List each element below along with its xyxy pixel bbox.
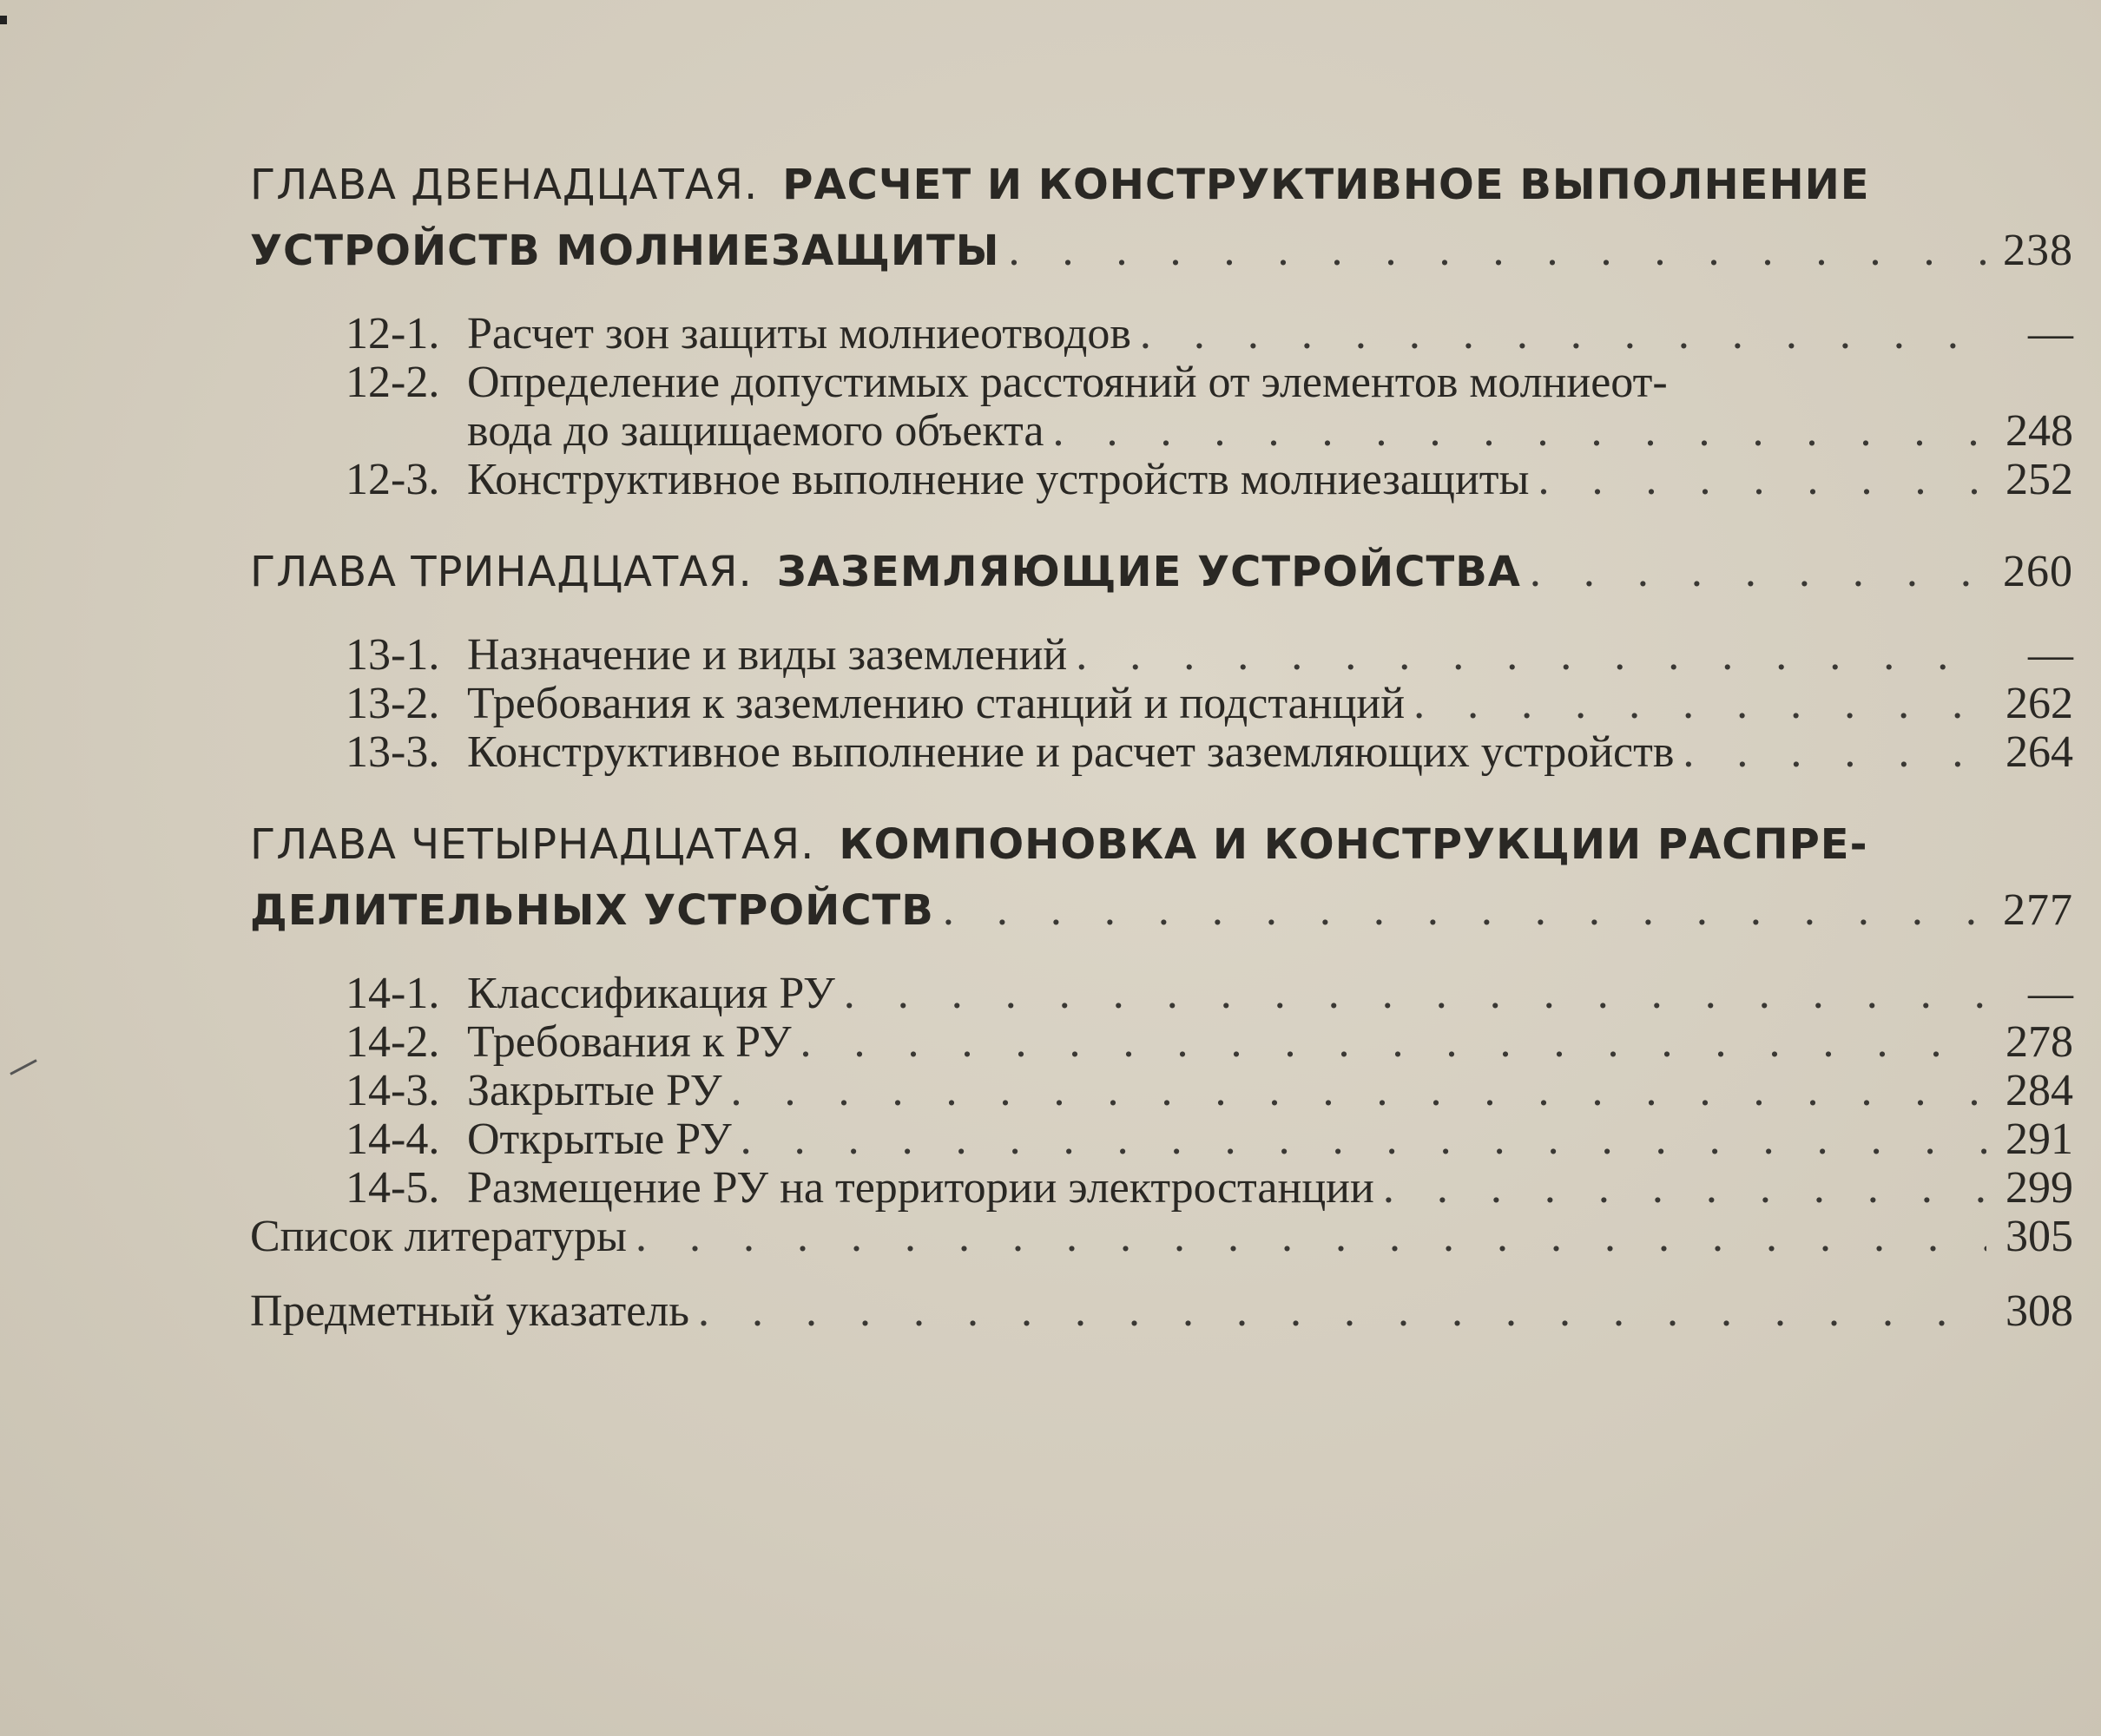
- section-number: 12-3.: [346, 455, 440, 504]
- chapter-14: [250, 812, 2073, 1213]
- section-title: Классификация РУ: [467, 969, 835, 1018]
- pencil-mark: [10, 1059, 36, 1075]
- toc-entry: [250, 310, 2073, 358]
- page-number: 262: [2006, 679, 2073, 728]
- section-title: Определение допустимых расстояний от элементов молниеот-: [467, 358, 1668, 407]
- section-title-cont: вода до защищаемого объекта: [467, 406, 1044, 456]
- chapter-title: РАСЧЕТ И КОНСТРУКТИВНОЕ ВЫПОЛНЕНИЕ: [782, 161, 1870, 209]
- leader-dots: [1413, 680, 1986, 728]
- leader-dots: [698, 1287, 1986, 1336]
- chapter-heading-line: [250, 218, 2073, 284]
- section-number: 14-2.: [346, 1017, 440, 1067]
- chapter-heading-line: [250, 812, 1978, 878]
- leader-dots: [731, 1067, 1986, 1115]
- page-number: 299: [2006, 1163, 2073, 1213]
- chapter-title-cont: ДЕЛИТЕЛЬНЫХ УСТРОЙСТВ: [250, 886, 934, 935]
- section-number: 13-2.: [346, 679, 440, 728]
- leader-dots: [1052, 407, 1986, 456]
- page-number: —: [2028, 969, 2073, 1018]
- leader-dots: [1383, 1164, 1986, 1213]
- page-number: 284: [2006, 1066, 2073, 1115]
- section-title: Требования к заземлению станций и подстанций: [467, 679, 1406, 728]
- toc-entry: [250, 456, 2073, 504]
- section-number: 13-1.: [346, 630, 440, 680]
- leader-dots: [800, 1018, 1986, 1067]
- toc-entry-index: [250, 1287, 2073, 1336]
- section-number: 14-5.: [346, 1163, 440, 1213]
- leader-dots: [1009, 218, 1987, 284]
- page-number: 277: [2003, 885, 2073, 935]
- toc-entry: [250, 1164, 2073, 1213]
- page-number: 248: [2006, 406, 2073, 456]
- leader-dots: [943, 878, 1986, 944]
- section-number: 14-4.: [346, 1115, 440, 1164]
- chapter-label: ГЛАВА ЧЕТЫРНАДЦАТАЯ.: [250, 820, 815, 869]
- toc-entry: [250, 680, 2073, 728]
- leader-dots: [1076, 631, 1986, 680]
- page-number: 252: [2006, 455, 2073, 504]
- section-number: 14-3.: [346, 1066, 440, 1115]
- section-number: 12-1.: [346, 309, 440, 358]
- section-title: Конструктивное выполнение и расчет заземляющих устройств: [467, 727, 1675, 777]
- chapter-title: КОМПОНОВКА И КОНСТРУКЦИИ РАСПРЕ-: [839, 820, 1868, 869]
- section-title: Конструктивное выполнение устройств молниезащиты: [467, 455, 1530, 504]
- toc-entry: [250, 728, 2073, 777]
- index-title: Предметный указатель: [250, 1286, 690, 1336]
- references-title: Список литературы: [250, 1212, 627, 1261]
- section-number: 12-2.: [346, 358, 440, 407]
- toc-entry-references: [250, 1213, 2073, 1261]
- section-number: 14-1.: [346, 969, 440, 1018]
- page-number: 305: [2006, 1212, 2073, 1261]
- section-title: Расчет зон защиты молниеотводов: [467, 309, 1131, 358]
- chapter-label: ГЛАВА ДВЕНАДЦАТАЯ.: [250, 161, 759, 209]
- toc-entry: [250, 1018, 2073, 1067]
- leader-dots: [741, 1115, 1986, 1164]
- chapter-heading-line: [250, 539, 2073, 605]
- chapter-title-cont: УСТРОЙСТВ МОЛНИЕЗАЩИТЫ: [250, 227, 1000, 275]
- page-number: 291: [2006, 1115, 2073, 1164]
- chapter-12: [250, 152, 2073, 504]
- page-number: —: [2028, 309, 2073, 358]
- toc-entry: [250, 1067, 2073, 1115]
- page-number: 260: [2003, 547, 2073, 596]
- ink-mark: [0, 16, 7, 24]
- section-title: Размещение РУ на территории электростанции: [467, 1163, 1374, 1213]
- section-title: Закрытые РУ: [467, 1066, 722, 1115]
- page-number: 264: [2006, 727, 2073, 777]
- leader-dots: [844, 970, 1986, 1018]
- chapter-heading-line: [250, 152, 1978, 218]
- leader-dots: [1538, 456, 1986, 504]
- leader-dots: [1140, 310, 1986, 358]
- section-title: Требования к РУ: [467, 1017, 792, 1067]
- section-title: Открытые РУ: [467, 1115, 732, 1164]
- section-title: Назначение и виды заземлений: [467, 630, 1068, 680]
- toc-entry: [250, 970, 2073, 1018]
- leader-dots: [636, 1213, 1986, 1261]
- page-number: —: [2028, 630, 2073, 680]
- chapter-13: [250, 539, 2073, 777]
- toc-entry: [250, 358, 2073, 407]
- page-number: 278: [2006, 1017, 2073, 1067]
- section-number: 13-3.: [346, 727, 440, 777]
- leader-dots: [1530, 539, 1986, 605]
- chapter-heading-line: [250, 878, 2073, 944]
- chapter-title: ЗАЗЕМЛЯЮЩИЕ УСТРОЙСТВА: [776, 548, 1521, 596]
- table-of-contents: [250, 152, 2073, 1336]
- page-number: 308: [2006, 1286, 2073, 1336]
- toc-entry: [250, 631, 2073, 680]
- toc-entry-continuation: [250, 407, 2073, 456]
- toc-entry: [250, 1115, 2073, 1164]
- leader-dots: [1683, 728, 1986, 777]
- page-number: 238: [2003, 226, 2073, 275]
- chapter-label: ГЛАВА ТРИНАДЦАТАЯ.: [250, 548, 753, 596]
